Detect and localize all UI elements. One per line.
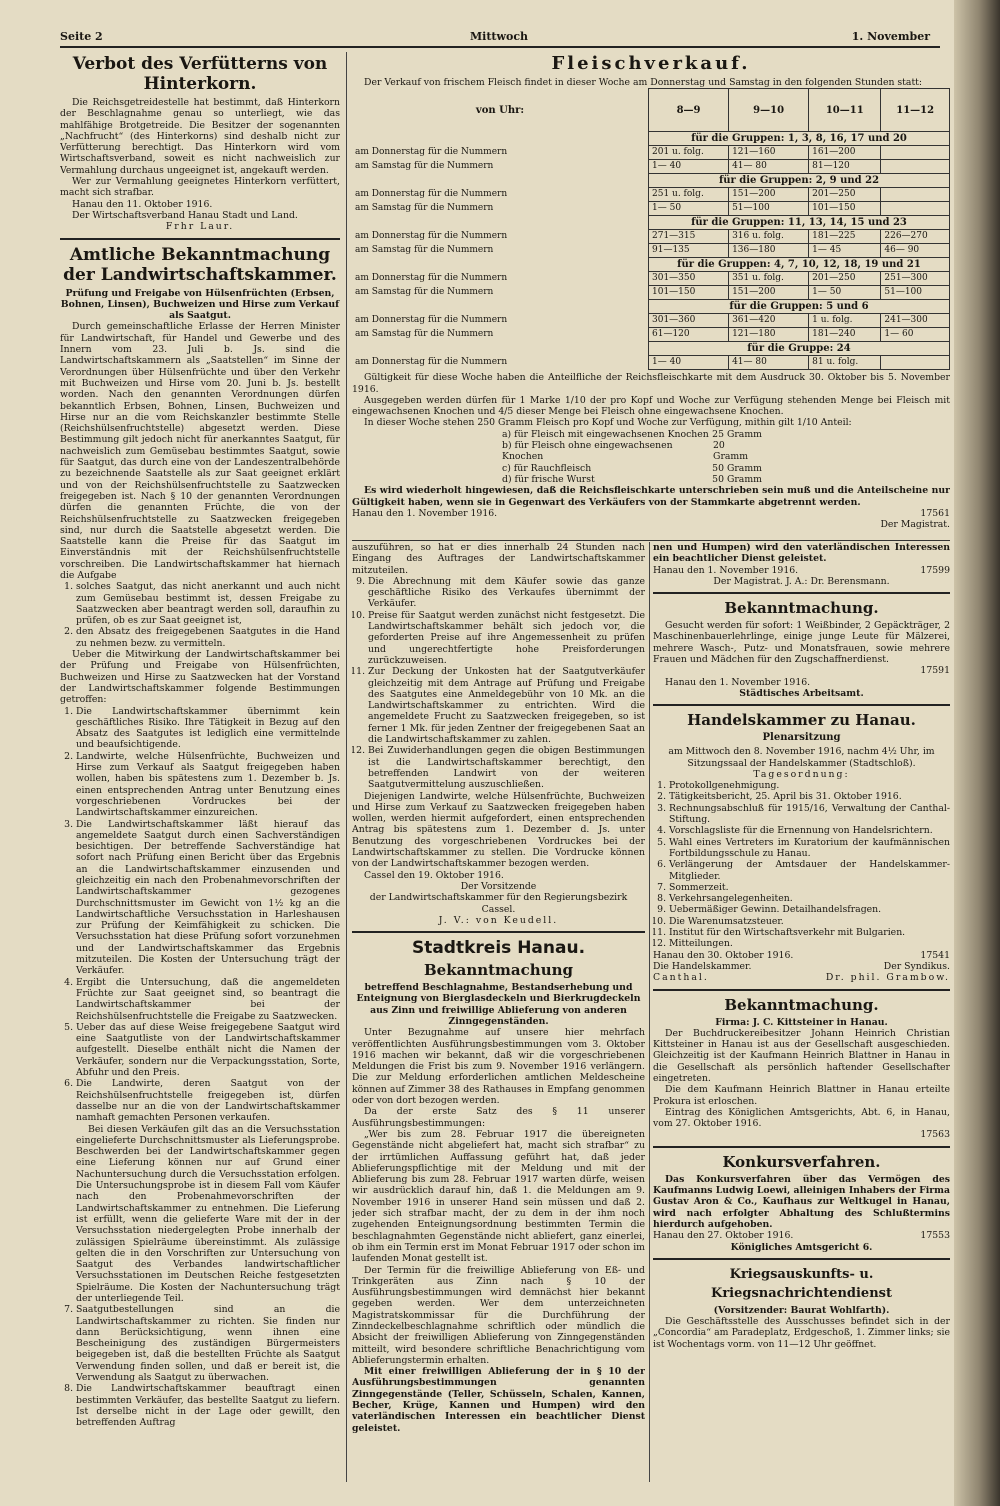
zinn-p3: „Wer bis zum 28. Februar 1917 die übereigneten Gegenstände nicht abgeliefert hat, macht sich strafbar“ zu der irrtümlichen Auffassung geführt hat, daß jeder Ablieferungspflichtige mit der Meldung und mit der Ablieferung bis zum 28. Februar 1917 warten dürfe, weisen wir ausdrücklich darauf hin, daß 1. die Meldungen am 9. November 1916 in unserer Hand sein müssen und daß 2. jeder sich strafbar macht, der zu dem in der ihm noch zugehenden Enteignungsordnung bestimmten Termin die beschlagnahmten Gegenstände nicht abliefert, ganz einerlei, ob ihm ein Termin erst im Monat Februar 1917 oder schon im laufenden Monat gestellt ist. bbox=[352, 1128, 645, 1265]
arbeitsamt-date: Hanau den 1. November 1916. bbox=[665, 676, 811, 688]
column-rule-2 bbox=[649, 542, 650, 1482]
zinn-number: 17599 bbox=[920, 564, 950, 576]
agenda-item: 3. Rechnungsabschluß für 1915/16, Verwaltung der Canthal-Stiftung. bbox=[669, 803, 950, 826]
anteil-label: a) für Fleisch mit eingewachsenen Knochen bbox=[502, 428, 709, 440]
zinn-p2: Da der erste Satz des § 11 unserer Ausführungsbestimmungen: bbox=[352, 1106, 645, 1129]
number-range-cell: 46— 90 bbox=[881, 244, 950, 258]
fleisch-date: Hanau den 1. November 1916. bbox=[352, 507, 498, 519]
rule-item: 5. Ueber das auf diese Weise freigegebene Saatgut wird eine Saatgutliste von der Landwirtschaftskammer aufgestellt. Dieselbe enthält nicht die Namen der Verkäufer, sondern nur die Verpackungsstation, Sorte, Abfuhr und den Preis. bbox=[76, 1022, 340, 1078]
day-label: am Donnerstag für die Nummern bbox=[352, 188, 649, 202]
rule-item: 9. Die Abrechnung mit dem Käufer sowie das ganze geschäftliche Risiko des Verkaufes übernimmt der Verkäufer. bbox=[368, 576, 645, 610]
firma-p2: Die dem Kaufmann Heinrich Blattner in Hanau erteilte Prokura ist erloschen. bbox=[653, 1084, 950, 1107]
agenda-item: 8. Verkehrsangelegenheiten. bbox=[669, 893, 950, 904]
agenda-item: 5. Wahl eines Vertreters im Kuratorium der kaufmännischen Fortbildungsschule zu Hanau. bbox=[669, 837, 950, 860]
day-label: am Samstag für die Nummern bbox=[352, 160, 649, 174]
anteil-item bbox=[502, 429, 762, 440]
column-rule-1 bbox=[346, 52, 347, 1482]
divider bbox=[653, 592, 950, 594]
agenda-item: 6. Verlängerung der Amtsdauer der Handelskammer-Mitglieder. bbox=[669, 859, 950, 882]
task-item: 2. den Absatz des freigegebenen Saatgutes in die Hand zu nehmen bezw. zu vermitteln. bbox=[76, 626, 340, 649]
slot-header: 11—12 bbox=[881, 89, 950, 132]
firma-bekanntmachung-title: Bekanntmachung. bbox=[724, 995, 879, 1014]
day-label: am Samstag für die Nummern bbox=[352, 328, 649, 342]
day-label: am Samstag für die Nummern bbox=[352, 244, 649, 258]
number-range-cell: 151—200 bbox=[729, 286, 809, 300]
zinn-signature: Der Magistrat. J. A.: Dr. Berensmann. bbox=[713, 575, 890, 587]
hinterkorn-penalty: Wer zur Vermahlung geeignetes Hinterkorn verfüttert, macht sich strafbar. bbox=[60, 176, 340, 199]
anteil-item bbox=[502, 440, 762, 463]
number-range-cell: 316 u. folg. bbox=[729, 230, 809, 244]
task-item: 1. solches Saatgut, das nicht anerkannt und auch nicht zum Gemüsebau bestimmt ist, dessen Freigabe zu Saatzwecken aber beantragt werden soll, daraufhin zu prüfen, ob es zur Saat geeignet ist, bbox=[76, 581, 340, 626]
zinn-p4: Der Termin für die freiwillige Ablieferung von Eß- und Trinkgeräten aus Zinn nach § 10 der Ausführungsbestimmungen wird demnächst hier bekannt gegeben werden. Wer dem unterzeichneten Magistratskommissar für die Durchführung der Zinndeckelbeschlagnahme schriftlich oder mündlich die Absicht der freiwilligen Ablieferung von Zinngegenständen mitteilt, wird besondere schriftliche Benachrichtigung vom Ablieferungstermin erhalten. bbox=[352, 1264, 645, 1366]
ausgabe-text: Ausgegeben werden dürfen für 1 Marke 1/10 der pro Kopf und Woche zur Verfügung stehenden Menge bei Fleisch mit eingewachsenen Knochen und 4/5 dieser Menge bei Fleisch ohne eingewachsene Knochen. bbox=[352, 394, 950, 418]
column-1 bbox=[60, 52, 340, 1482]
group-label-spacer bbox=[352, 132, 649, 146]
agenda-item: 4. Vorschlagsliste für die Ernennung von Handelsrichtern. bbox=[669, 825, 950, 836]
agenda-item: 10. Die Warenumsatzsteuer. bbox=[669, 916, 950, 927]
column-3 bbox=[653, 542, 950, 1482]
page-header bbox=[60, 26, 940, 48]
number-range-cell: 81 u. folg. bbox=[809, 356, 881, 370]
saatgut-sig-2: der Landwirtschaftskammer für den Regierungsbezirk Cassel. bbox=[369, 892, 628, 915]
von-uhr-header: von Uhr: bbox=[352, 89, 649, 132]
number-range-cell: 61—120 bbox=[649, 328, 729, 342]
number-range-cell: 181—240 bbox=[809, 328, 881, 342]
number-range-cell: 181—225 bbox=[809, 230, 881, 244]
anteil-item bbox=[502, 474, 762, 485]
day-label: am Donnerstag für die Nummern bbox=[352, 272, 649, 286]
zinn-p5: Mit einer freiwilligen Ablieferung der in § 10 der Ausführungsbestimmungen genannten Zinngegenstände (Teller, Schüsseln, Schalen, Kannen, Becher, Krüge, Kannen und Humpen) wird den vaterländischen Interessen ein beachtlicher Dienst geleistet. bbox=[352, 1366, 645, 1434]
agenda-item: 1. Protokollgenehmigung. bbox=[669, 780, 950, 791]
group-title: für die Gruppe: 24 bbox=[649, 342, 950, 356]
zinn-p1: Unter Bezugnahme auf unsere hier mehrfach veröffentlichten Ausführungsbestimmungen vom 3. Oktober 1916 machen wir bekannt, daß wir die vorgeschriebenen Meldungen die Frist bis zum 9. November 1916 verlängern. Die zur Meldung erforderlichen amtlichen Meldescheine können auf Zimmer 38 des Rathauses in Empfang genommen oder von dort bezogen werden. bbox=[352, 1027, 645, 1107]
saatgut-rules-intro: Ueber die Mitwirkung der Landwirtschaftskammer bei der Prüfung und Freigabe von Hülsenfrüchten, Buchweizen und Hirse zu Saatzwecken hat der Vorstand der Landwirtschaftskammer folgende Bestimmungen getroffen: bbox=[60, 649, 340, 706]
bekanntmachung-title: Bekanntmachung bbox=[423, 961, 573, 980]
group-title: für die Gruppen: 4, 7, 10, 12, 18, 19 und 21 bbox=[649, 258, 950, 272]
agenda-item: 12. Mitteilungen. bbox=[669, 938, 950, 949]
divider bbox=[653, 704, 950, 706]
arbeitsamt-signature: Städtisches Arbeitsamt. bbox=[739, 687, 864, 699]
fleischverkauf-title: Fleischverkauf. bbox=[551, 53, 751, 74]
hinterkorn-signature: Frhr Laur. bbox=[165, 221, 235, 233]
rule-item: 12. Bei Zuwiderhandlungen gegen die obigen Bestimmungen ist die Landwirtschaftskammer berechtigt, den betreffenden Landwirt von der weiteren Saatgutvermittelung auszuschließen. bbox=[368, 745, 645, 790]
plenarsitzung-text: am Mittwoch den 8. November 1916, nachm 4½ Uhr, im Sitzungssaal der Handelskammer (Stadtschloß). bbox=[668, 746, 935, 769]
agenda-item: 11. Institut für den Wirtschaftsverkehr mit Bulgarien. bbox=[669, 927, 950, 938]
menge-text: In dieser Woche stehen 250 Gramm Fleisch pro Kopf und Woche zur Verfügung, mithin gilt 1/10 Anteil: bbox=[364, 417, 852, 429]
saatgut-subtitle: Prüfung und Freigabe von Hülsenfrüchten (Erbsen, Bohnen, Linsen), Buchweizen und Hirse zum Verkauf als Saatgut. bbox=[60, 287, 340, 322]
rule-item: 8. Die Landwirtschaftskammer beauftragt einen bestimmten Verkäufer, das bestellte Saatgut zu liefern. Ist derselbe nicht in der Lage oder gewillt, den betreffenden Auftrag bbox=[76, 1383, 340, 1428]
number-range-cell: 151—200 bbox=[729, 188, 809, 202]
number-range-cell: 1 u. folg. bbox=[809, 314, 881, 328]
rule-text: Die Landwirte, deren Saatgut von der Reichshülsenfruchtstelle freigegeben ist, dürfen dasselbe nur an die von der Landwirtschaftskammer namhaft gemachten Personen verkaufen. bbox=[76, 1078, 340, 1124]
zinn-subtitle: betreffend Beschlagnahme, Bestandserhebung und Enteignung von Bierglasdeckeln und Bierkrugdeckeln aus Zinn und freiwillige Ablieferung von anderen Zinngegenständen. bbox=[356, 982, 641, 1027]
number-range-cell: 136—180 bbox=[729, 244, 809, 258]
agenda-item: 9. Uebermäßiger Gewinn. Detailhandelsfragen. bbox=[669, 904, 950, 915]
tagesordnung-title: Tagesordnung: bbox=[753, 768, 850, 780]
anteil-item bbox=[502, 463, 762, 474]
number-range-cell: 161—200 bbox=[809, 146, 881, 160]
group-label-spacer bbox=[352, 216, 649, 230]
saatgut-sig-3: J. V.: von Keudell. bbox=[438, 914, 559, 926]
rule-item: 7. Saatgutbestellungen sind an die Landwirtschaftskammer zu richten. Sie finden nur dann Berücksichtigung, wenn ihnen eine Bescheinigung des zuständigen Bürgermeisters beigegeben ist, daß die bestellten Früchte als Saatgut Verwendung finden sollen, und daß er bereit ist, die Verwendung als Saatgut zu überwachen. bbox=[76, 1304, 340, 1383]
day-label: am Samstag für die Nummern bbox=[352, 202, 649, 216]
handelskammer-number: 17541 bbox=[920, 949, 950, 961]
number-range-cell: 1— 40 bbox=[649, 160, 729, 174]
group-title: für die Gruppen: 5 und 6 bbox=[649, 300, 950, 314]
slot-header: 10—11 bbox=[809, 89, 881, 132]
number-range-cell: 121—160 bbox=[729, 146, 809, 160]
rule-item: 1. Die Landwirtschaftskammer übernimmt kein geschäftliches Risiko. Ihre Tätigkeit in Bezug auf den Absatz des Saatgutes ist lediglich eine vermittelnde und beaufsichtigende. bbox=[76, 706, 340, 751]
firma-p3: Eintrag des Königlichen Amtsgerichts, Abt. 6, in Hanau, vom 27. Oktober 1916. bbox=[653, 1106, 950, 1130]
number-range-cell: 241—300 bbox=[881, 314, 950, 328]
saatgut-closing: Diejenigen Landwirte, welche Hülsenfrüchte, Buchweizen und Hirse zum Verkauf zu Saatzwecken freigegeben haben wollen, werden hiermit aufgefordert, einen entsprechenden Antrag bis spätestens zum 1. Dezember d. Js. unter Benutzung des vorgeschriebenen Vordruckes bei der Landwirtschaftskammer zu stellen. Die Vordrucke können von der Landwirtschaftskammer bezogen werden. bbox=[352, 790, 645, 870]
number-range-cell: 201—250 bbox=[809, 272, 881, 286]
number-range-cell: 81—120 bbox=[809, 160, 881, 174]
anteil-label: d) für frische Wurst bbox=[502, 473, 595, 485]
syndikus-sig: Der Syndikus. bbox=[883, 960, 950, 972]
kriegsauskunft-sub: (Vorsitzender: Baurat Wohlfarth). bbox=[713, 1304, 890, 1316]
hinterkorn-text: Die Reichsgetreidestelle hat bestimmt, daß Hinterkorn der Beschlagnahme genau so unterliegt, wie das mahlfähige Brotgetreide. Die Besitzer der sogenannten „Nachfrucht“ (des Hinterkorns) sind deshalb nicht zur Verfütterung berechtigt. Das Hinterkorn wird vom Wirtschaftsverband, soweit es nicht nachweislich zur Vermahlung durchaus ungeeignet ist, angekauft werden. bbox=[60, 97, 340, 176]
number-range-cell: 301—350 bbox=[649, 272, 729, 286]
kriegsauskunft-text: Die Geschäftsstelle des Ausschusses befindet sich in der „Concordia“ am Paradeplatz, Erdgeschoß, 1. Zimmer links; sie ist Wochentags vorm. von 11—12 Uhr geöffnet. bbox=[653, 1316, 950, 1350]
hinterkorn-org: Der Wirtschaftsverband Hanau Stadt und Land. bbox=[72, 209, 298, 221]
number-range-cell: 121—180 bbox=[729, 328, 809, 342]
divider bbox=[60, 238, 340, 240]
anteil-label: b) für Fleisch ohne eingewachsenen Knochen bbox=[502, 440, 673, 463]
anteil-label: c) für Rauchfleisch bbox=[502, 462, 592, 474]
header-rule bbox=[60, 46, 940, 48]
saatgut-sig-1: Der Vorsitzende bbox=[460, 880, 537, 892]
number-range-cell: 91—135 bbox=[649, 244, 729, 258]
column-2 bbox=[352, 542, 645, 1482]
number-range-cell: 1— 50 bbox=[649, 202, 729, 216]
slot-header: 8—9 bbox=[649, 89, 729, 132]
stadtkreis-title: Stadtkreis Hanau. bbox=[411, 938, 586, 959]
anteil-value: 25 Gramm bbox=[712, 428, 762, 440]
konkurs-title: Konkursverfahren. bbox=[722, 1152, 881, 1171]
number-range-cell: 101—150 bbox=[809, 202, 881, 216]
rule-item: 10. Preise für Saatgut werden zunächst nicht festgesetzt. Die Landwirtschaftskammer behält sich jedoch vor, die geforderten Preise auf ihre Angemessenheit zu prüfen und ungerechtfertigte hohe Preisforderungen zurückzuweisen. bbox=[368, 610, 645, 666]
group-label-spacer bbox=[352, 300, 649, 314]
divider bbox=[653, 1258, 950, 1260]
arbeitsamt-number: 17591 bbox=[920, 665, 950, 677]
number-range-cell bbox=[881, 146, 950, 160]
anteil-value: 20 Gramm bbox=[713, 440, 749, 463]
number-range-cell: 361—420 bbox=[729, 314, 809, 328]
number-range-cell: 41— 80 bbox=[729, 356, 809, 370]
slot-header: 9—10 bbox=[729, 89, 809, 132]
agenda-item: 2. Tätigkeitsbericht, 25. April bis 31. Oktober 1916. bbox=[669, 791, 950, 802]
number-range-cell: 201 u. folg. bbox=[649, 146, 729, 160]
hinterkorn-title: Verbot des Verfütterns von Hinterkorn. bbox=[72, 54, 328, 94]
rule-item: 3. Die Landwirtschaftskammer läßt hierauf das angemeldete Saatgut durch einen Sachverständigen besichtigen. Der betreffende Sachverständige hat sofort nach Prüfung einen Bericht über das Ergebnis an die Landwirtschaftskammer einzusenden und gleichzeitig ein nach den Probenahmevorschriften der Landwirtschaftskammer gezogenes Durchschnittsmuster im Gewicht von 1½ kg an die Landwirtschaftliche Versuchsstation in Harleshausen zur Prüfung der Keimfähigkeit zu schicken. Die Versuchsstation hat diese Prüfung sofort vorzunehmen und der Landwirtschaftskammer das Ergebnis mitzuteilen. Die Kosten der Untersuchung trägt der Verkäufer. bbox=[76, 819, 340, 977]
number-range-cell: 351 u. folg. bbox=[729, 272, 809, 286]
divider bbox=[352, 931, 645, 933]
konkurs-number: 17553 bbox=[920, 1230, 950, 1242]
number-range-cell bbox=[881, 202, 950, 216]
firma-number: 17563 bbox=[920, 1129, 950, 1141]
arbeitsamt-title: Bekanntmachung. bbox=[724, 599, 879, 618]
number-range-cell: 226—270 bbox=[881, 230, 950, 244]
page-number: Seite 2 bbox=[60, 30, 103, 43]
number-range-cell: 251—300 bbox=[881, 272, 950, 286]
number-range-cell: 1— 50 bbox=[809, 286, 881, 300]
konkurs-text: Das Konkursverfahren über das Vermögen des Kaufmanns Ludwig Loewi, alleinigen Inhabers der Firma Gustav Aron & Co., Kaufhaus zur Weltkugel in Hanau, wird nach erfolgter Abhaltung des Schlußtermins hierdurch aufgehoben. bbox=[653, 1173, 950, 1230]
handelskammer-title: Handelskammer zu Hanau. bbox=[687, 711, 916, 730]
number-range-cell: 41— 80 bbox=[729, 160, 809, 174]
group-title: für die Gruppen: 11, 13, 14, 15 und 23 bbox=[649, 216, 950, 230]
day-label: am Samstag für die Nummern bbox=[352, 286, 649, 300]
day-label: am Donnerstag für die Nummern bbox=[352, 356, 649, 370]
rule-item: 11. Zur Deckung der Unkosten hat der Saatgutverkäufer gleichzeitig mit dem Antrage auf Prüfung und Freigabe des Saatgutes eine Anmeldegebühr von 10 Mk. an die Landwirtschaftskammer zu entrichten. Wird die angemeldete Frucht zu Saatzwecken freigegeben, so ist ferner 1 Mk. für jeden Zentner der freigegebenen Saat an die Landwirtschaftskammer zu zahlen. bbox=[368, 666, 645, 745]
number-range-cell bbox=[881, 160, 950, 174]
page-edge-shadow bbox=[954, 0, 1000, 1506]
group-title: für die Gruppen: 2, 9 und 22 bbox=[649, 174, 950, 188]
number-range-cell: 301—360 bbox=[649, 314, 729, 328]
anteil-value: 50 Gramm bbox=[712, 473, 762, 485]
konkurs-signature: Königliches Amtsgericht 6. bbox=[730, 1241, 873, 1253]
group-label-spacer bbox=[352, 258, 649, 272]
arbeitsamt-text: Gesucht werden für sofort: 1 Weißbinder, 2 Gepäckträger, 2 Maschinenbauerlehrlinge, einige junge Leute für Mälzerei, mehrere Wasch-, Putz- und Monatsfrauen, sowie mehrere Frauen und Mädchen für den Zugschaffnerdienst. bbox=[653, 620, 950, 666]
number-range-cell: 1— 40 bbox=[649, 356, 729, 370]
saatgut-date: Cassel den 19. Oktober 1916. bbox=[364, 869, 504, 881]
fleischverkauf-section bbox=[352, 52, 950, 540]
firma-name: Firma: J. C. Kittsteiner in Hanau. bbox=[715, 1016, 888, 1028]
number-range-cell: 1— 45 bbox=[809, 244, 881, 258]
divider bbox=[352, 540, 950, 541]
number-range-cell: 251 u. folg. bbox=[649, 188, 729, 202]
number-range-cell bbox=[881, 188, 950, 202]
handelskammer-sig: Die Handelskammer. bbox=[653, 960, 752, 972]
rule-item: 2. Landwirte, welche Hülsenfrüchte, Buchweizen und Hirse zum Verkauf als Saatgut freigegeben haben wollen, haben bis spätestens zum 1. Dezember b. Js. einen entsprechenden Antrag unter Benutzung eines vorgeschriebenen Vordruckes bei der Landwirtschaftskammer einzureichen. bbox=[76, 751, 340, 819]
agenda-item: 7. Sommerzeit. bbox=[669, 882, 950, 893]
grambow-name: Dr. phil. Grambow. bbox=[825, 972, 950, 984]
anteil-value: 50 Gramm bbox=[712, 462, 762, 474]
number-range-cell: 51—100 bbox=[729, 202, 809, 216]
rule-item bbox=[76, 1078, 340, 1304]
plenarsitzung-title: Plenarsitzung bbox=[762, 732, 841, 744]
day-label: am Donnerstag für die Nummern bbox=[352, 314, 649, 328]
rule-item: 4. Ergibt die Untersuchung, daß die angemeldeten Früchte zur Saat geeignet sind, so beantragt die Landwirtschaftskammer bei der Reichshülsenfruchtstelle die Freigabe zu Saatzwecken. bbox=[76, 977, 340, 1022]
group-title: für die Gruppen: 1, 3, 8, 16, 17 und 20 bbox=[649, 132, 950, 146]
fleisch-number: 17561 bbox=[920, 507, 950, 519]
konkurs-date: Hanau den 27. Oktober 1916. bbox=[653, 1230, 794, 1242]
divider bbox=[653, 989, 950, 991]
handelskammer-date: Hanau den 30. Oktober 1916. bbox=[653, 949, 794, 961]
zinn-date: Hanau den 1. November 1916. bbox=[653, 564, 799, 576]
number-range-cell bbox=[881, 356, 950, 370]
group-label-spacer bbox=[352, 342, 649, 356]
canthal-name: Canthal. bbox=[653, 972, 709, 984]
saatgut-continued: auszuführen, so hat er dies innerhalb 24 Stunden nach Eingang des Auftrages der Landwirtschaftskammer mitzuteilen. bbox=[352, 542, 645, 576]
fleischverkauf-intro: Der Verkauf von frischem Fleisch findet in dieser Woche am Donnerstag und Samstag in den folgenden Stunden statt: bbox=[364, 77, 923, 88]
fleisch-signature: Der Magistrat. bbox=[880, 519, 950, 531]
day-label: am Donnerstag für die Nummern bbox=[352, 230, 649, 244]
rule-text-cont: Bei diesen Verkäufen gilt das an die Versuchsstation eingelieferte Durchschnittsmuster als Lieferungsprobe. Beschwerden bei der Landwirtschaftskammer gegen eine Lieferung können nur auf Grund einer Nachuntersuchung durch die Versuchsstation erfolgen. Die Untersuchungsprobe ist in diesem Fall vom Käufer nach den Probenahmevorschriften der Landwirtschaftskammer zu entnehmen. Die Lieferung ist erfüllt, wenn die gelieferte Ware mit der in der Versuchsstation niedergelegten Probe innerhalb der zulässigen Spielräume übereinstimmt. Als zulässige gelten die in den Vorschriften zur Untersuchung von Saatgut des Verbandes landwirtschaftlicher Versuchsstationen im Deutschen Reiche festgesetzten Spielräume. Die Kosten der Nachuntersuchung trägt der unterliegende Teil. bbox=[76, 1123, 340, 1304]
number-range-cell: 101—150 bbox=[649, 286, 729, 300]
landwirtschaftskammer-title: Amtliche Bekanntmachung der Landwirtschaftskammer. bbox=[63, 244, 337, 285]
hinweis-text: Es wird wiederholt hingewiesen, daß die Reichsfleischkarte unterschrieben sein muß und die Anteilscheine nur Gültigkeit haben, wenn sie in Gegenwart des Verkäufers von der Stammkarte abgetrennt werden. bbox=[352, 485, 950, 508]
number-range-cell: 51—100 bbox=[881, 286, 950, 300]
number-range-cell: 201—250 bbox=[809, 188, 881, 202]
date: 1. November bbox=[851, 30, 930, 43]
number-range-cell: 271—315 bbox=[649, 230, 729, 244]
tagesordnung-list bbox=[653, 780, 950, 949]
anteil-list bbox=[352, 429, 950, 485]
firma-p1: Der Buchdruckereibesitzer Johann Heinrich Christian Kittsteiner in Hanau ist aus der Gesellschaft ausgeschieden. Gleichzeitig ist der Kaufmann Heinrich Blattner in Hanau in die Gesellschaft als persönlich haftender Gesellschafter eingetreten. bbox=[653, 1027, 950, 1084]
kriegsauskunft-title: Kriegsauskunfts- u. Kriegsnachrichtendienst bbox=[711, 1266, 892, 1301]
zinn-continued: nen und Humpen) wird den vaterländischen Interessen ein beachtlicher Dienst geleistet. bbox=[653, 542, 950, 565]
group-label-spacer bbox=[352, 174, 649, 188]
day-label: am Donnerstag für die Nummern bbox=[352, 146, 649, 160]
saatgut-intro: Durch gemeinschaftliche Erlasse der Herren Minister für Landwirtschaft, für Handel und Gewerbe und des Innern vom 23. Juli b. Js. sind die Landwirtschaftskammern als „Saatstellen“ im Sinne der Verordnungen über Hülsenfrüchte und über den Verkehr mit Buchweizen und Hirse vom 20. Juni b. Js. bestellt worden. Nach den genannten Verordnungen dürfen bekanntlich Erbsen, Bohnen, Linsen, Buchweizen und Hirse nur an die vom Reichskanzler bestimmte Stelle (Reichshülsenfruchtstelle) abgesetzt werden. Diese Bestimmung gilt jedoch nicht für anerkanntes Saatgut, für nachweislich zum Gemüsebau bestimmtes Saatgut, sowie für Saatgut, das durch eine von der Landeszentralbehörde zu bezeichnende Saatstelle als zur Saat geeignet erklärt und von der Reichshülsenfruchtstelle zu Saatzwecken freigegeben ist. Nach § 10 der genannten Verordnungen dürfen die genannten Früchte, die von der Reichshülsenfruchtstelle zu Saatzwecken freigegeben sind, nur durch die Saatstelle abgesetzt werden. Die Saatstelle kann die Preise für das Saatgut im Einverständnis mit der Reichshülsenfruchtstelle vorschreiben. Die Landwirtschaftskammer hat hiernach die Aufgabe bbox=[60, 321, 340, 581]
divider bbox=[653, 1146, 950, 1148]
hinterkorn-date: Hanau den 11. Oktober 1916. bbox=[72, 198, 213, 210]
gueltigkeit-text: Gültigkeit für diese Woche haben die Anteilfliche der Reichsfleischkarte mit dem Ausdruck 30. Oktober bis 5. November 1916. bbox=[352, 372, 950, 395]
number-range-cell: 1— 60 bbox=[881, 328, 950, 342]
fleisch-schedule-table bbox=[352, 88, 950, 370]
weekday: Mittwoch bbox=[470, 30, 529, 43]
